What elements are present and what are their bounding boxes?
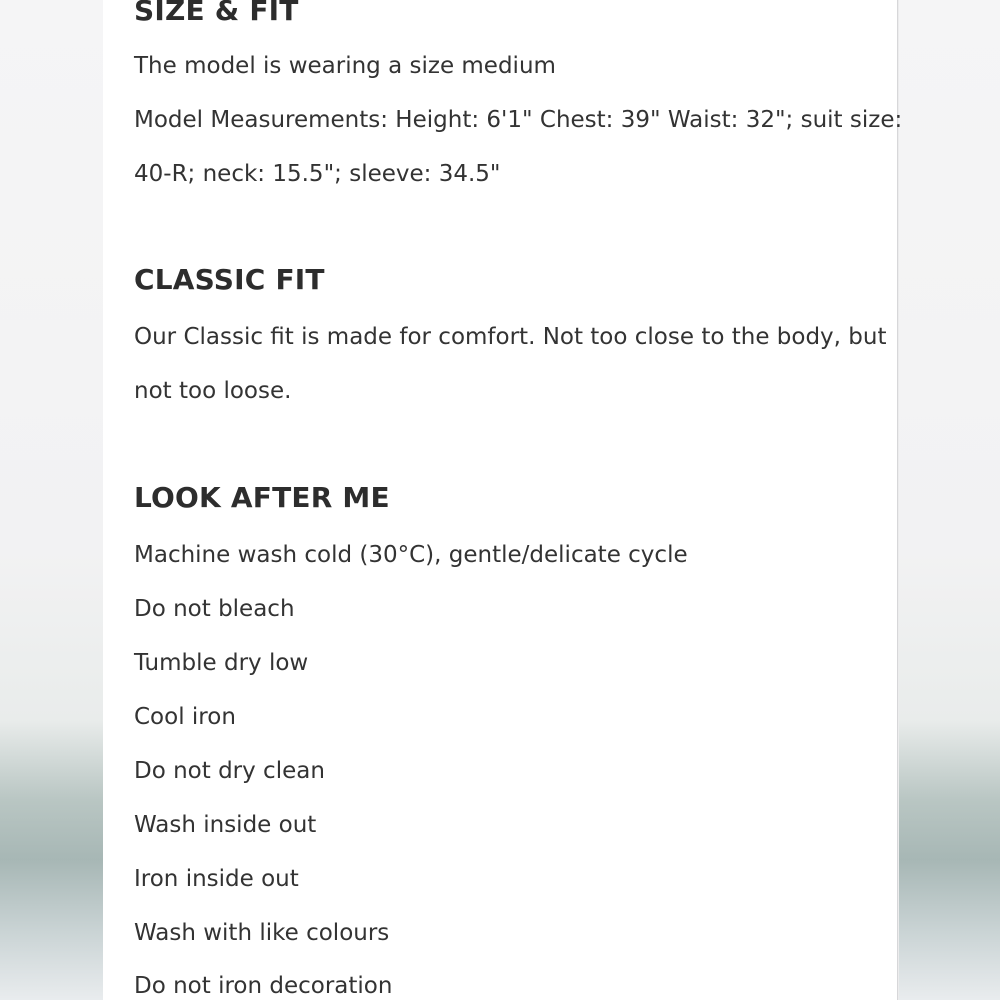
product-details-panel	[103, 0, 903, 1000]
look-after-me-heading: LOOK AFTER ME	[134, 481, 390, 514]
size-fit-line: 40-R; neck: 15.5"; sleeve: 34.5"	[134, 161, 501, 187]
left-background-blur	[0, 0, 103, 1000]
care-instruction: Do not iron decoration	[134, 973, 393, 999]
care-instruction: Wash with like colours	[134, 920, 390, 946]
size-fit-line: Model Measurements: Height: 6'1" Chest: 39" Waist: 32"; suit size:	[134, 107, 903, 133]
care-instruction: Iron inside out	[134, 866, 299, 892]
classic-fit-line: not too loose.	[134, 378, 292, 404]
care-instruction: Wash inside out	[134, 812, 317, 838]
care-instruction: Cool iron	[134, 704, 236, 730]
care-instruction: Machine wash cold (30°C), gentle/delicate cycle	[134, 542, 688, 568]
care-instruction: Tumble dry low	[134, 650, 309, 676]
care-instruction: Do not bleach	[134, 596, 295, 622]
care-instruction: Do not dry clean	[134, 758, 325, 784]
classic-fit-heading: CLASSIC FIT	[134, 263, 325, 296]
right-background-blur	[899, 0, 1000, 1000]
classic-fit-line: Our Classic fit is made for comfort. Not too close to the body, but	[134, 324, 887, 350]
size-fit-heading: SIZE & FIT	[134, 0, 299, 27]
size-fit-line: The model is wearing a size medium	[134, 53, 556, 79]
